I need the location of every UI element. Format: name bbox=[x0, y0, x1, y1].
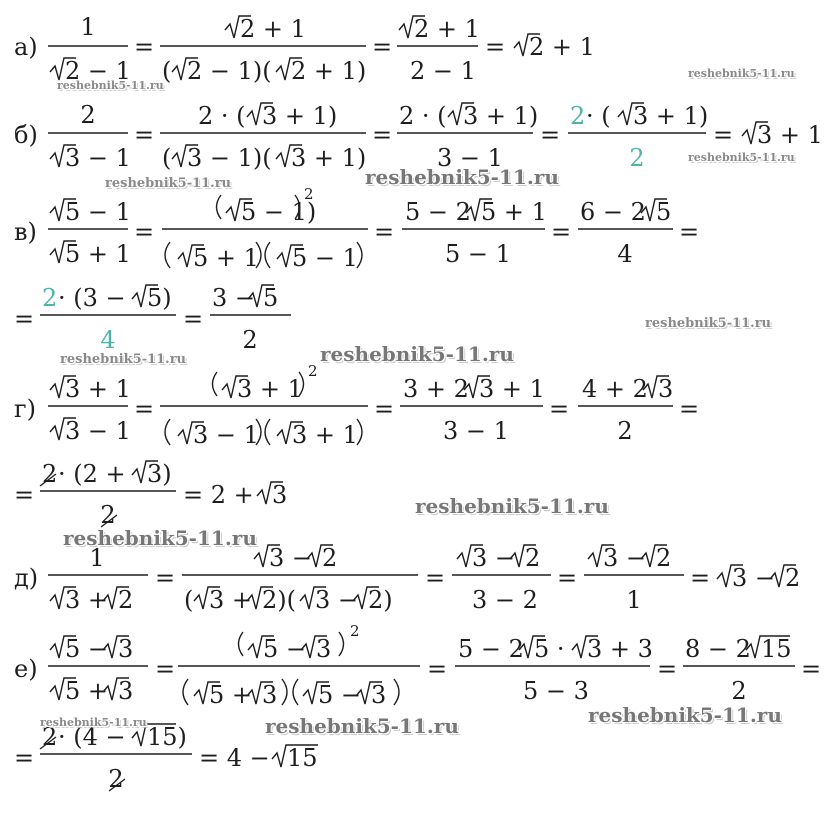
svg-text:3 −: 3 − bbox=[603, 544, 647, 572]
equation-d bbox=[14, 544, 800, 614]
svg-text:2: 2 bbox=[785, 564, 801, 592]
svg-text:5 − 1: 5 − 1 bbox=[292, 244, 358, 272]
svg-text:3: 3 bbox=[658, 375, 674, 403]
svg-text:2 − 1)(: 2 − 1)( bbox=[187, 57, 272, 85]
svg-text:=: = bbox=[679, 395, 700, 423]
watermark: reshebnik5-11.ru bbox=[688, 67, 795, 80]
svg-text:3 −: 3 − bbox=[732, 564, 776, 592]
label-b: б) bbox=[14, 121, 38, 149]
svg-text:2: 2 bbox=[80, 101, 96, 129]
svg-text:4 + 2: 4 + 2 bbox=[582, 375, 648, 403]
svg-text:3 + 1: 3 + 1 bbox=[479, 375, 545, 403]
watermark: reshebnik5-11.ru bbox=[320, 342, 514, 366]
svg-text:2: 2 bbox=[350, 622, 360, 640]
label-g: г) bbox=[14, 395, 36, 423]
svg-text:3 + 1): 3 + 1) bbox=[633, 102, 709, 130]
svg-text:3: 3 bbox=[118, 677, 134, 705]
equation-g bbox=[14, 362, 699, 449]
svg-text:3 + 1: 3 + 1 bbox=[237, 375, 303, 403]
svg-text:5 − 3: 5 − 3 bbox=[523, 677, 589, 705]
watermark: reshebnik5-11.ru bbox=[63, 526, 257, 550]
watermark: reshebnik5-11.ru bbox=[645, 316, 772, 331]
svg-text:3 − 1)(: 3 − 1)( bbox=[187, 144, 272, 172]
svg-text:15): 15) bbox=[147, 723, 187, 751]
watermark: reshebnik5-11.ru bbox=[415, 494, 609, 518]
svg-text:5 − 1): 5 − 1) bbox=[241, 198, 317, 226]
watermark: reshebnik5-11.ru bbox=[40, 716, 147, 729]
svg-text:=: = bbox=[485, 33, 506, 61]
svg-text:=: = bbox=[801, 655, 822, 683]
svg-text:4: 4 bbox=[100, 326, 116, 354]
svg-text:2: 2 bbox=[304, 185, 314, 203]
svg-text:=: = bbox=[427, 655, 448, 683]
svg-text:=: = bbox=[551, 218, 572, 246]
equation-e bbox=[14, 622, 821, 709]
svg-text:3: 3 bbox=[316, 635, 332, 663]
svg-text:3 +: 3 + bbox=[209, 586, 253, 614]
svg-text:5 − 1: 5 − 1 bbox=[65, 198, 131, 226]
svg-text:1: 1 bbox=[626, 586, 642, 614]
svg-text:=: = bbox=[679, 218, 700, 246]
watermark: reshebnik5-11.ru bbox=[57, 79, 164, 92]
label-v: в) bbox=[14, 218, 37, 246]
svg-text:5): 5) bbox=[147, 284, 172, 312]
label-d: д) bbox=[14, 564, 39, 592]
svg-text:=: = bbox=[657, 655, 678, 683]
svg-text:2): 2) bbox=[368, 586, 393, 614]
svg-text:2: 2 bbox=[108, 765, 124, 793]
svg-text:3 + 1): 3 + 1) bbox=[291, 144, 367, 172]
watermark: reshebnik5-11.ru bbox=[265, 714, 459, 738]
svg-text:1: 1 bbox=[80, 13, 96, 41]
svg-text:· (4 −: · (4 − bbox=[58, 723, 126, 751]
label-e: е) bbox=[14, 655, 38, 683]
svg-text:2: 2 bbox=[42, 460, 58, 488]
svg-text:5 + 1: 5 + 1 bbox=[481, 198, 547, 226]
svg-text:2 + 1: 2 + 1 bbox=[529, 33, 595, 61]
svg-text:3: 3 bbox=[371, 681, 387, 709]
svg-text:3 +: 3 + bbox=[65, 586, 109, 614]
svg-text:2: 2 bbox=[308, 362, 318, 380]
svg-text:3 − 2: 3 − 2 bbox=[472, 586, 538, 614]
svg-text:2: 2 bbox=[570, 102, 586, 130]
label-a: а) bbox=[14, 33, 38, 61]
svg-text:3 −: 3 − bbox=[315, 586, 359, 614]
svg-text:=: = bbox=[372, 121, 393, 149]
svg-text:2: 2 bbox=[525, 544, 541, 572]
svg-text:5 + 1: 5 + 1 bbox=[65, 240, 131, 268]
svg-text:3 + 1: 3 + 1 bbox=[757, 121, 823, 149]
svg-text:2: 2 bbox=[322, 544, 338, 572]
svg-text:2 · (: 2 · ( bbox=[399, 102, 447, 130]
svg-text:2 + 1): 2 + 1) bbox=[291, 57, 367, 85]
svg-text:5 −: 5 − bbox=[65, 635, 109, 663]
svg-text:2: 2 bbox=[617, 417, 633, 445]
svg-text:2 − 1: 2 − 1 bbox=[65, 57, 131, 85]
watermark: reshebnik5-11.ru bbox=[588, 703, 782, 727]
svg-text:5 ·: 5 · bbox=[534, 635, 565, 663]
watermark: reshebnik5-11.ru bbox=[60, 352, 187, 367]
svg-text:=: = bbox=[374, 218, 395, 246]
svg-text:4: 4 bbox=[617, 240, 633, 268]
equation-v-cont bbox=[14, 284, 291, 354]
svg-text:5 − 2: 5 − 2 bbox=[458, 635, 524, 663]
equation-a bbox=[14, 13, 595, 85]
svg-text:=: = bbox=[134, 33, 155, 61]
svg-text:5 + 1: 5 + 1 bbox=[193, 244, 259, 272]
svg-text:=: = bbox=[425, 564, 446, 592]
svg-text:=: = bbox=[14, 744, 35, 772]
svg-text:= 4 −: = 4 − bbox=[199, 744, 270, 772]
svg-text:3 + 3: 3 + 3 bbox=[587, 635, 653, 663]
svg-text:=: = bbox=[14, 481, 35, 509]
svg-text:2)(: 2)( bbox=[262, 586, 296, 614]
svg-text:2: 2 bbox=[242, 326, 258, 354]
svg-text:5 −: 5 − bbox=[318, 681, 362, 709]
equation-v bbox=[14, 185, 699, 272]
svg-text:(: ( bbox=[162, 144, 172, 172]
svg-text:2: 2 bbox=[731, 677, 747, 705]
svg-text:(: ( bbox=[162, 57, 172, 85]
svg-text:2: 2 bbox=[42, 284, 58, 312]
svg-text:=: = bbox=[14, 305, 35, 333]
svg-text:3 − 1: 3 − 1 bbox=[437, 144, 503, 172]
svg-text:2 − 1: 2 − 1 bbox=[410, 57, 476, 85]
svg-text:=: = bbox=[134, 121, 155, 149]
svg-text:3 + 1: 3 + 1 bbox=[65, 375, 131, 403]
svg-text:5 −: 5 − bbox=[263, 635, 307, 663]
svg-text:3 − 1: 3 − 1 bbox=[65, 144, 131, 172]
svg-text:2: 2 bbox=[629, 144, 645, 172]
svg-text:5 − 1: 5 − 1 bbox=[445, 240, 511, 268]
svg-text:3 + 2: 3 + 2 bbox=[403, 375, 469, 403]
svg-text:3): 3) bbox=[147, 460, 172, 488]
equation-g-cont bbox=[14, 460, 287, 529]
svg-text:3 − 1: 3 − 1 bbox=[193, 421, 259, 449]
svg-text:2 · (: 2 · ( bbox=[198, 102, 246, 130]
svg-text:3 + 1: 3 + 1 bbox=[292, 421, 358, 449]
svg-text:5 − 2: 5 − 2 bbox=[405, 198, 471, 226]
svg-text:3 − 1: 3 − 1 bbox=[443, 417, 509, 445]
svg-text:6 − 2: 6 − 2 bbox=[580, 198, 646, 226]
watermark: reshebnik5-11.ru bbox=[105, 176, 232, 191]
svg-text:=: = bbox=[713, 121, 734, 149]
svg-text:3: 3 bbox=[118, 635, 134, 663]
svg-text:3 −: 3 − bbox=[269, 544, 313, 572]
svg-text:=: = bbox=[557, 564, 578, 592]
svg-text:5 +: 5 + bbox=[209, 681, 253, 709]
svg-text:1: 1 bbox=[89, 544, 105, 572]
watermark: reshebnik5-11.ru bbox=[365, 165, 559, 189]
svg-text:3 −: 3 − bbox=[472, 544, 516, 572]
svg-text:= 2 +: = 2 + bbox=[183, 481, 254, 509]
svg-text:3 + 1): 3 + 1) bbox=[463, 102, 539, 130]
svg-text:=: = bbox=[549, 395, 570, 423]
svg-text:=: = bbox=[155, 655, 176, 683]
svg-text:=: = bbox=[155, 564, 176, 592]
svg-text:8 − 2: 8 − 2 bbox=[685, 635, 751, 663]
svg-text:=: = bbox=[540, 121, 561, 149]
svg-text:3: 3 bbox=[262, 681, 278, 709]
watermark: reshebnik5-11.ru bbox=[688, 151, 795, 164]
svg-text:15: 15 bbox=[761, 635, 792, 663]
svg-text:3 − 1: 3 − 1 bbox=[65, 417, 131, 445]
svg-text:=: = bbox=[134, 395, 155, 423]
svg-text:· (2 +: · (2 + bbox=[58, 460, 126, 488]
svg-text:=: = bbox=[690, 564, 711, 592]
svg-text:=: = bbox=[134, 218, 155, 246]
svg-text:2: 2 bbox=[656, 544, 672, 572]
svg-text:· (: · ( bbox=[586, 102, 611, 130]
svg-text:3 −: 3 − bbox=[212, 284, 256, 312]
svg-text:2: 2 bbox=[100, 501, 116, 529]
svg-text:=: = bbox=[374, 395, 395, 423]
svg-text:2: 2 bbox=[118, 586, 134, 614]
svg-text:3 + 1): 3 + 1) bbox=[262, 102, 338, 130]
svg-text:5: 5 bbox=[263, 284, 279, 312]
svg-text:2 + 1: 2 + 1 bbox=[240, 15, 306, 43]
svg-text:3: 3 bbox=[272, 481, 288, 509]
svg-text:(: ( bbox=[184, 586, 194, 614]
svg-text:2 + 1: 2 + 1 bbox=[414, 15, 480, 43]
svg-text:15: 15 bbox=[287, 744, 318, 772]
svg-text:5 +: 5 + bbox=[65, 677, 109, 705]
svg-text:5: 5 bbox=[656, 198, 672, 226]
svg-text:=: = bbox=[183, 305, 204, 333]
svg-text:· (3 −: · (3 − bbox=[58, 284, 126, 312]
svg-text:=: = bbox=[372, 33, 393, 61]
svg-text:2: 2 bbox=[42, 723, 58, 751]
